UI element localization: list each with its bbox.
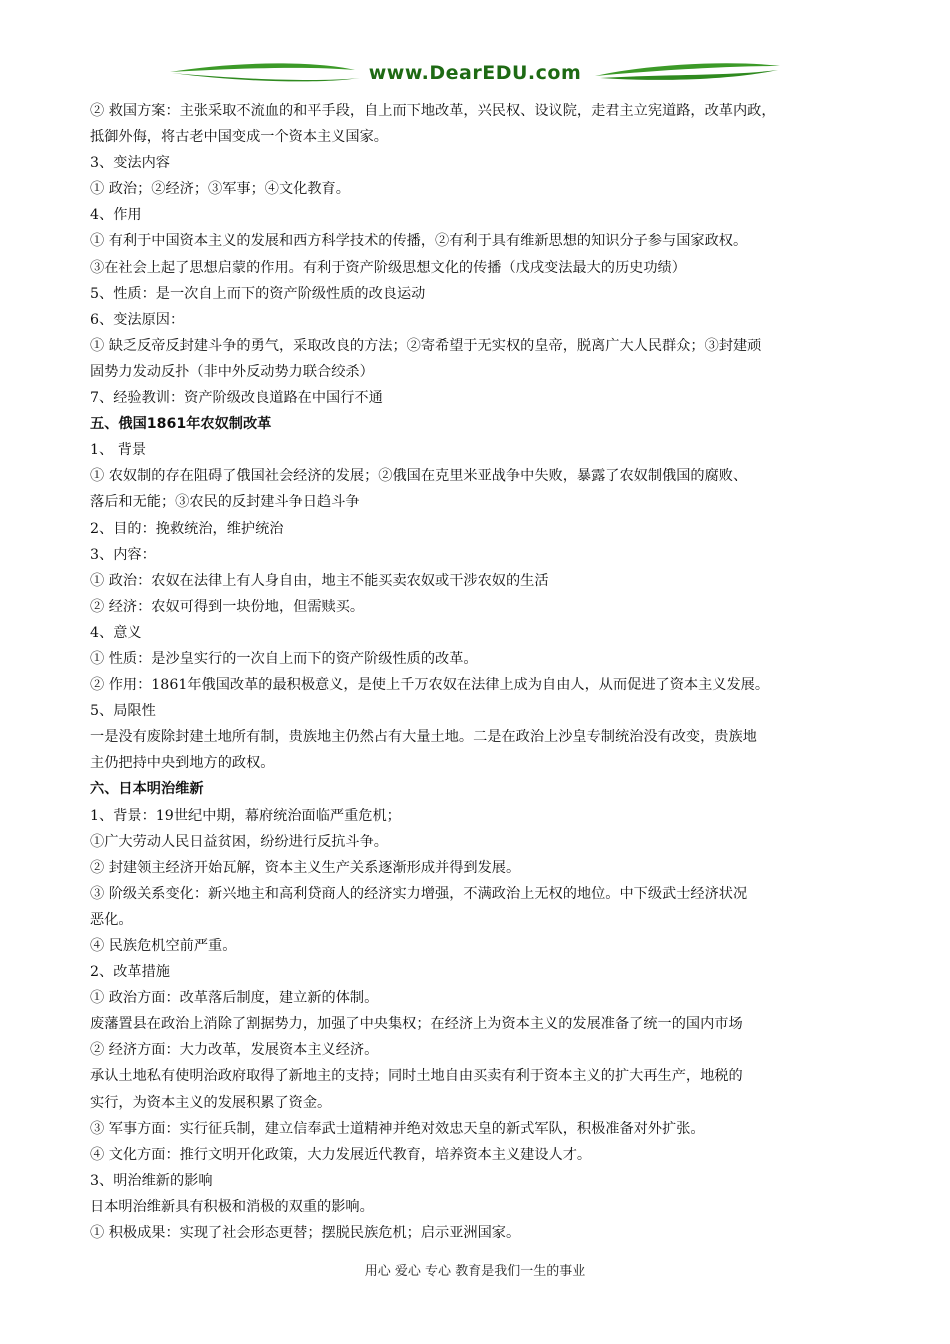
text-line: ① 积极成果：实现了社会形态更替；摆脱民族危机；启示亚洲国家。 xyxy=(90,1225,521,1242)
text-line: ② 经济：农奴可得到一块份地，但需赎买。 xyxy=(90,598,365,615)
page-footer: 用心 爱心 专心 教育是我们一生的事业 xyxy=(364,1264,586,1279)
text-line: 实行，为资本主义的发展积累了资金。 xyxy=(90,1094,332,1111)
text-line: ① 性质：是沙皇实行的一次自上而下的资产阶级性质的改革。 xyxy=(90,650,478,667)
text-line: ① 政治方面：改革落后制度，建立新的体制。 xyxy=(90,990,379,1007)
section-heading: 六、日本明治维新 xyxy=(90,781,204,798)
text-line: 落后和无能；③农民的反封建斗争日趋斗争 xyxy=(90,494,360,511)
text-line: ③在社会上起了思想启蒙的作用。有利于资产阶级思想文化的传播（戊戌变法最大的历史功绩） xyxy=(90,259,686,276)
text-line: ① 缺乏反帝反封建斗争的勇气，采取改良的方法；②寄希望于无实权的皇帝，脱离广大人民群众；③封建顽 xyxy=(90,337,762,354)
text-line: ② 封建领主经济开始瓦解，资本主义生产关系逐渐形成并得到发展。 xyxy=(90,859,521,876)
text-line: ① 政治；②经济；③军事；④文化教育。 xyxy=(90,181,350,198)
text-line: 2、目的：挽救统治，维护统治 xyxy=(90,520,284,537)
section-heading: 五、俄国1861年农奴制改革 xyxy=(90,416,272,433)
text-line: 1、背景：19世纪中期，幕府统治面临严重危机； xyxy=(90,807,401,824)
text-line: 恶化。 xyxy=(90,911,133,928)
text-line: ① 有利于中国资本主义的发展和西方科学技术的传播，②有利于具有维新思想的知识分子参与国家政权。 xyxy=(90,233,748,250)
text-line: 4、意义 xyxy=(90,624,142,641)
site-header-banner xyxy=(170,58,780,94)
text-line: 6、变法原因： xyxy=(90,311,185,328)
text-line: 3、内容： xyxy=(90,546,156,563)
text-line: 一是没有废除封建土地所有制，贵族地主仍然占有大量土地。二是在政治上沙皇专制统治没有改变，贵族地 xyxy=(90,729,757,746)
document-body xyxy=(90,98,865,1246)
text-line: 7、经验教训：资产阶级改良道路在中国行不通 xyxy=(90,390,383,407)
text-line: 废藩置县在政治上消除了割据势力，加强了中央集权；在经济上为资本主义的发展准备了统一的国内市场 xyxy=(90,1016,743,1033)
text-line: 主仍把持中央到地方的政权。 xyxy=(90,755,275,772)
text-line: 抵御外侮，将古老中国变成一个资本主义国家。 xyxy=(90,129,388,146)
text-line: 1、 背景 xyxy=(90,442,147,459)
text-line: ①广大劳动人民日益贫困，纷纷进行反抗斗争。 xyxy=(90,833,388,850)
text-line: 3、变法内容 xyxy=(90,155,170,172)
text-line: 固势力发动反扑（非中外反动势力联合绞杀） xyxy=(90,363,374,380)
text-line: ① 农奴制的存在阻碍了俄国社会经济的发展；②俄国在克里米亚战争中失败，暴露了农奴制俄国的腐败、 xyxy=(90,468,748,485)
text-line: ② 作用：1861年俄国改革的最积极意义，是使上千万农奴在法律上成为自由人，从而促进了资本主义发展。 xyxy=(90,677,770,694)
text-line: 日本明治维新具有积极和消极的双重的影响。 xyxy=(90,1198,374,1215)
text-line: ④ 民族危机空前严重。 xyxy=(90,938,237,954)
text-line: ③ 阶级关系变化：新兴地主和高利贷商人的经济实力增强，不满政治上无权的地位。中下级武士经济状况 xyxy=(90,885,748,902)
text-line: ② 救国方案：主张采取不流血的和平手段，自上而下地改革，兴民权、设议院，走君主立宪道路，改革内政， xyxy=(90,103,776,119)
text-line: 5、局限性 xyxy=(90,703,156,720)
text-line: ② 经济方面：大力改革，发展资本主义经济。 xyxy=(90,1042,379,1059)
text-line: 4、作用 xyxy=(90,207,142,224)
text-line: 5、性质：是一次自上而下的资产阶级性质的改良运动 xyxy=(90,285,426,302)
text-line: ④ 文化方面：推行文明开化政策，大力发展近代教育，培养资本主义建设人才。 xyxy=(90,1146,592,1163)
text-line: 承认土地私有使明治政府取得了新地主的支持；同时土地自由买卖有利于资本主义的扩大再生产，地税的 xyxy=(90,1068,743,1085)
text-line: 3、明治维新的影响 xyxy=(90,1172,213,1189)
text-line: ① 政治：农奴在法律上有人身自由，地主不能买卖农奴或干涉农奴的生活 xyxy=(90,572,549,589)
site-logo-text: www.DearEDU.com xyxy=(368,62,582,84)
text-line: ③ 军事方面：实行征兵制，建立信奉武士道精神并绝对效忠天皇的新式军队，积极准备对外扩张。 xyxy=(90,1120,705,1137)
text-line: 2、改革措施 xyxy=(90,964,170,981)
